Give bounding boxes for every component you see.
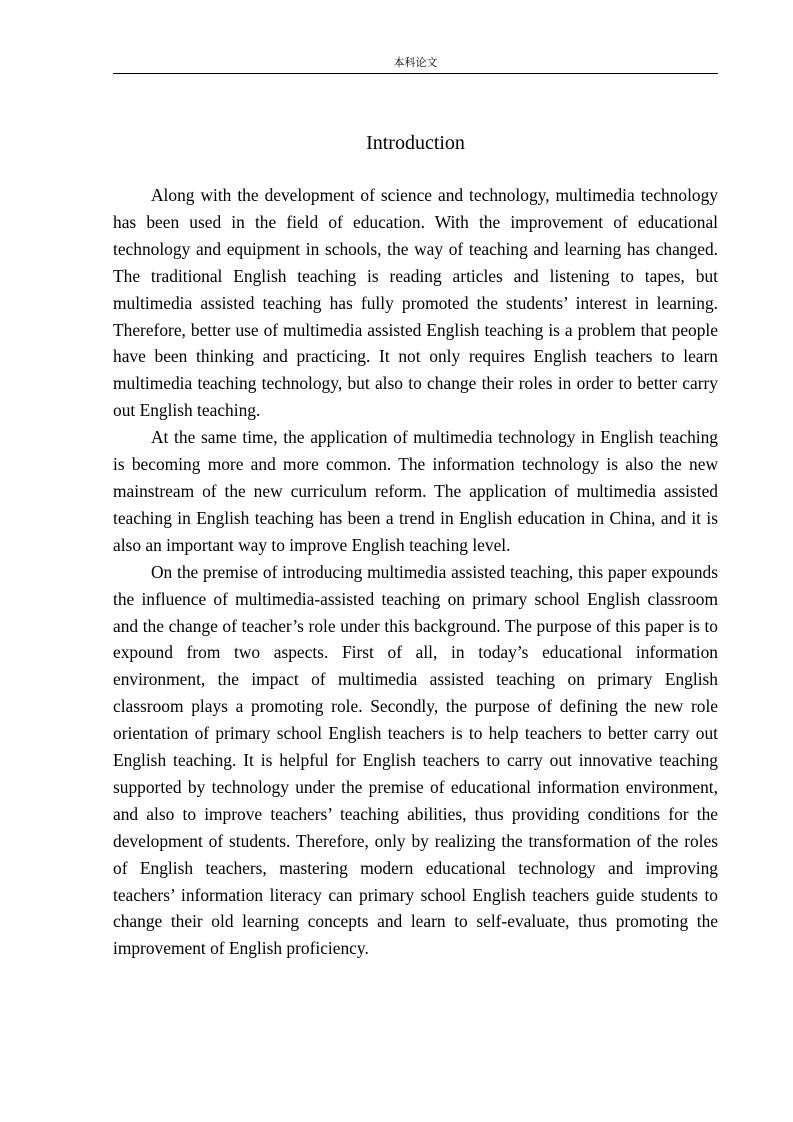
paragraph: Along with the development of science and technology, multimedia technology has been used in the field of education. With the improvement of educational technology and equipment in schools, the way of teaching and learning has changed. The traditional English teaching is reading articles and listening to tapes, but multimedia assisted teaching has fully promoted the students’ interest in learning. Therefore, better use of multimedia assisted English teaching is a problem that people have been thinking and practicing. It not only requires English teachers to learn multimedia teaching technology, but also to change their roles in order to better carry out English teaching. [113, 185, 718, 421]
paragraph: On the premise of introducing multimedia assisted teaching, this paper expounds the influence of multimedia-assisted teaching on primary school English classroom and the change of teacher’s role under this background. The purpose of this paper is to expound from two aspects. First of all, in today’s educational information environment, the impact of multimedia assisted teaching on primary English classroom plays a promoting role. Secondly, the purpose of defining the new role orientation of primary school English teachers is to help teachers to better carry out English teaching. It is helpful for English teachers to carry out innovative teaching supported by technology under the premise of educational information environment, and also to improve teachers’ teaching abilities, thus providing conditions for the development of students. Therefore, only by realizing the transformation of the roles of English teachers, mastering modern educational technology and improving teachers’ information literacy can primary school English teachers guide students to change their old learning concepts and learn to self-evaluate, thus promoting the improvement of English proficiency. [113, 561, 718, 959]
paragraph: At the same time, the application of multimedia technology in English teaching is becoming more and more common. The information technology is also the new mainstream of the new curriculum reform. The application of multimedia assisted teaching in English teaching has been a trend in English education in China, and it is also an important way to improve English teaching level. [113, 427, 718, 555]
section-title: Introduction [366, 132, 465, 154]
running-header: 本科论文 [393, 56, 438, 69]
body-text [113, 182, 718, 962]
header-rule [113, 73, 718, 74]
